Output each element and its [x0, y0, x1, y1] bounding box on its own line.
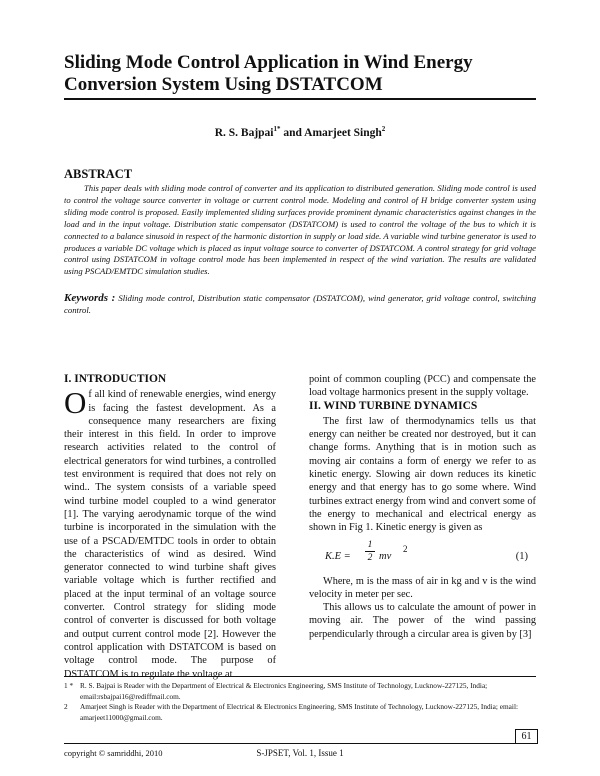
equation-lhs: K.E =	[325, 550, 351, 562]
title-rule	[64, 98, 536, 100]
keywords	[64, 292, 536, 316]
author-2: Amarjeet Singh	[304, 126, 382, 139]
abstract-heading: ABSTRACT	[64, 167, 133, 181]
section-2-para-2: Where, m is the mass of air in kg and v is the wind velocity in meter per sec.	[309, 575, 536, 600]
section-2-heading: II. WIND TURBINE DYNAMICS	[309, 399, 478, 412]
section-1-heading: I. INTRODUCTION	[64, 373, 167, 385]
equation-exponent: 2	[403, 543, 408, 554]
footnote-1-mark: 1 *	[64, 681, 74, 690]
abstract-text: This paper deals with sliding mode control of converter and its application to distributed generation. Sliding mode control is used to control the voltage source converter in voltage or current control mode. Modeling and control of H bridge converter system using sliding mode control is proposed. Easily implemented sliding surfaces provide prominent dynamic characteristics against changes in the load and in the input voltage. Distribution static compensator (DSTATCOM) is used to control the voltage of the bus to which it is connected to a balance sinusoid in respect of the harmonic distortion in supply or load side. A variable wind turbine generator is used to produces a variable DC voltage which is placed as input voltage source to converter of DSTATCOM. A control strategy for grid voltage control using DSTATCOM in voltage control mode has been implemented in respect of the wind variation. The results are validated using PSCAD/EMTDC simulation studies.	[64, 183, 536, 277]
equation-1	[309, 539, 536, 571]
equation-rhs: mv	[379, 550, 392, 562]
right-column	[309, 373, 536, 641]
section-1-continuation: point of common coupling (PCC) and compensate the load voltage harmonics present in the supply voltage.	[309, 374, 536, 399]
equation-numerator: 1	[365, 539, 375, 552]
keywords-text: Sliding mode control, Distribution static compensator (DSTATCOM), wind generator, grid voltage control, switching control.	[64, 293, 536, 315]
author-1: R. S. Bajpai	[214, 126, 274, 139]
footnote-2-text: Amarjeet Singh is Reader with the Department of Electrical & Electronics Engineering, SMS Institute of Technology, Lucknow-227125, India; email: amarjeet11000@gmail.com.	[80, 702, 519, 722]
footnotes	[64, 681, 536, 723]
copyright: copyright © samriddhi, 2010	[64, 748, 163, 758]
journal-info: S-JPSET, Vol. 1, Issue 1	[256, 748, 344, 758]
footer-rule	[64, 743, 536, 744]
keywords-label: Keywords :	[64, 292, 116, 304]
section-1-body: f all kind of renewable energies, wind energy is facing the fastest development. As a consequence many researchers are fixing their interest in this field. In order to improve research activities related to the control of electrical generators for wind turbines, a controlled test environment is required that does not rely on wind.. The system consists of a variable speed wind turbine model coupled to a wind generator [1]. The varying aerodynamic torque of the wind turbine is incorporated in the simulation with the use of a PSCAD/EMTDC tools in order to obtain the characteristics of wind as desired. Wind generator connected to wind turbine shaft gives variable voltage which is further rectified and placed at the input terminal of an voltage source converter. Control strategy for sliding mode control of converter is discussed for both voltage and output current control mode [2]. However the control application with DSTATCOM is based on voltage control mode. The purpose of DSTATCOM is to regulate the voltage at	[64, 389, 276, 680]
footnote-1-text: R. S. Bajpai is Reader with the Department of Electrical & Electronics Engineering, SMS Institute of Technology, Lucknow-227125, India; email:rsbajpai16@rediffmail.com.	[80, 681, 488, 701]
footnote-1	[64, 681, 536, 702]
dropcap: O	[64, 385, 87, 421]
footnote-rule	[64, 676, 536, 677]
left-column	[64, 373, 276, 681]
author-1-mark: 1*	[273, 125, 281, 133]
author-2-mark: 2	[381, 125, 386, 133]
footnote-2	[64, 702, 536, 723]
footnote-2-mark: 2	[64, 702, 68, 711]
page-number: 61	[515, 729, 538, 744]
paper-title: Sliding Mode Control Application in Wind Energy Conversion System Using DSTATCOM	[64, 52, 473, 95]
equation-fraction	[365, 539, 375, 564]
author-conjunction: and	[283, 126, 302, 139]
section-2-para-3: This allows us to calculate the amount of power in moving air. The power of the wind passing perpendicularly through a circular area is given by [3]	[309, 602, 536, 640]
section-2-para-1: The first law of thermodynamics tells us that energy can neither be created nor destroyed, but it can change forms. Anything that is in motion such as moving air contains a form of energy we refer to as kinetic energy. Slowing air down reduces its kinetic energy and that energy has to go some where. Wind turbines extract energy from wind and convert some of the energy to mechanical and electrical energy as shown in Fig 1. Kinetic energy is given as	[309, 415, 536, 534]
author-line	[0, 125, 600, 139]
equation-denominator: 2	[367, 552, 373, 563]
section-1-text	[64, 385, 276, 681]
equation-number: (1)	[515, 550, 528, 562]
